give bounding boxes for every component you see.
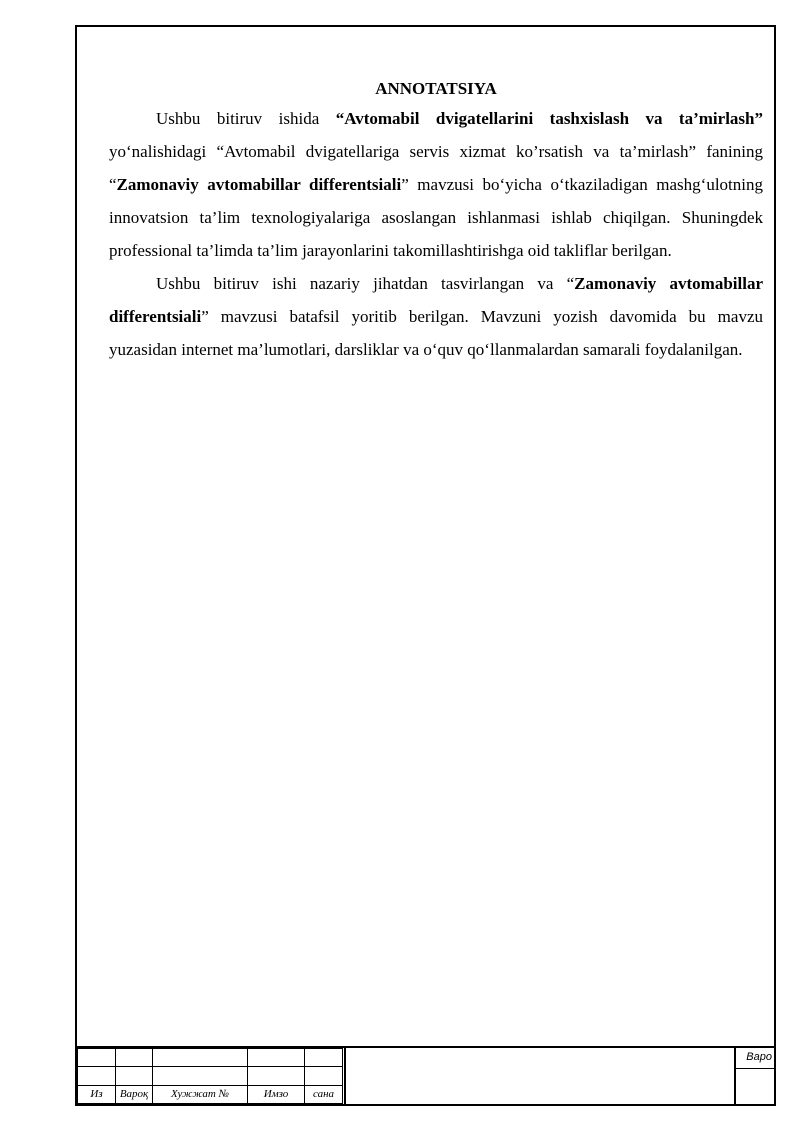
stamp-grid (77, 1048, 343, 1104)
stamp-col-hujjat: Хужжат № (153, 1085, 248, 1103)
stamp-cell (78, 1049, 116, 1067)
p1-bold-1: “Avtomabil dvigatellarini tashxislash va ta’mirlash” (335, 109, 763, 128)
stamp-cell (153, 1049, 248, 1067)
stamp-cell (305, 1067, 343, 1085)
stamp-cell (248, 1049, 305, 1067)
p1-text-3: ” mavzusi bo‘yicha o‘tkaziladigan mashg‘ulotning innovatsion ta’lim texnologiyalariga asoslangan ishlanmasi ishlab chiqilgan. Shuningdek professional ta’limda ta’lim jarayonlarini takomillashtirishga oid takliflar berilgan. (109, 175, 763, 260)
p1-text-1: Ushbu bitiruv ishida (156, 109, 336, 128)
title-block-stamp (77, 1046, 774, 1104)
stamp-title-area (344, 1048, 736, 1104)
sheet-number-cell (734, 1048, 774, 1104)
stamp-col-varoq: Вароқ (116, 1085, 153, 1103)
stamp-col-imzo: Имзо (248, 1085, 305, 1103)
stamp-cell (116, 1049, 153, 1067)
paragraph-1 (109, 102, 763, 267)
stamp-cell (116, 1067, 153, 1085)
stamp-cell (78, 1067, 116, 1085)
sheet-divider (736, 1068, 774, 1069)
p2-text-2: ” mavzusi batafsil yoritib berilgan. Mavzuni yozish davomida bu mavzu yuzasidan internet ma’lumotlari, darsliklar va o‘quv qo‘llanmalardan samarali foydalanilgan. (109, 307, 763, 359)
document-title: ANNOTATSIYA (375, 79, 497, 98)
stamp-col-iz: Из (78, 1085, 116, 1103)
document-body (109, 79, 763, 366)
page-frame (75, 25, 776, 1106)
stamp-cell (248, 1067, 305, 1085)
p1-text-2: yo‘nalishidagi “Avtomabil dvigatellariga servis xizmat ko’rsatish va ta’mirlash” fanining “ (109, 142, 763, 194)
stamp-cell (153, 1067, 248, 1085)
paragraph-2 (109, 267, 763, 366)
stamp-col-sana: сана (305, 1085, 343, 1103)
sheet-label: Варо (746, 1051, 772, 1063)
stamp-cell (305, 1049, 343, 1067)
p2-text-1: Ushbu bitiruv ishi nazariy jihatdan tasvirlangan va “ (156, 274, 575, 293)
p2-bold-1: Zamonaviy avtomabillar differentsiali (109, 274, 763, 326)
p1-bold-2: Zamonaviy avtomabillar differentsiali (116, 175, 402, 194)
